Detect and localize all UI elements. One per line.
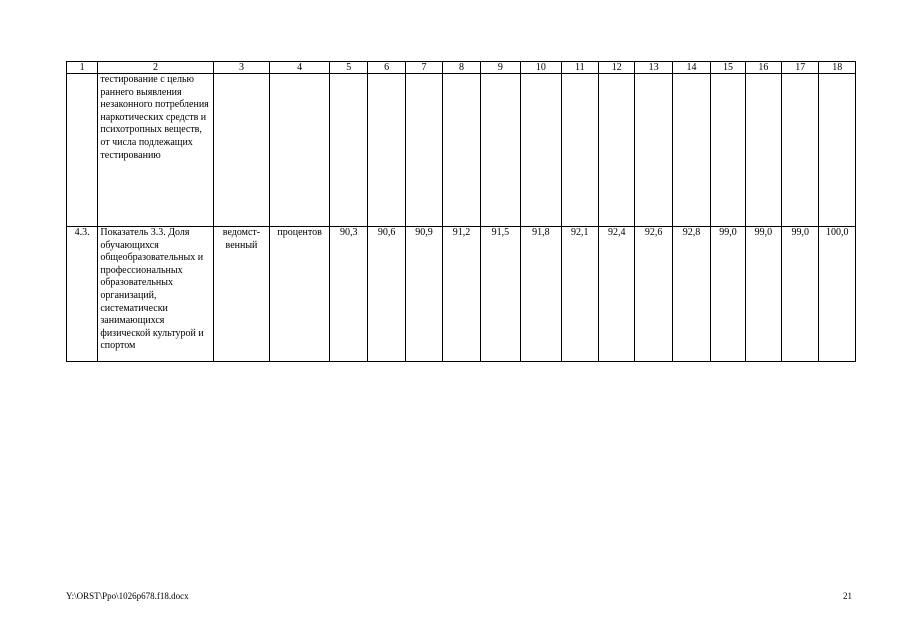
value-cell: 99,0 — [782, 227, 819, 362]
value-cell: 100,0 — [819, 227, 856, 362]
col-header: 15 — [711, 62, 745, 74]
value-cell — [480, 74, 520, 227]
source-cell — [213, 74, 270, 227]
col-header: 18 — [819, 62, 856, 74]
indicator-name: Показатель 3.3. Доля обучающихся общеобразовательных и профессиональных образовательных организаций, систематически занимающихся физической культурой и спортом — [98, 227, 213, 362]
col-header: 14 — [672, 62, 710, 74]
value-cell: 92,6 — [635, 227, 672, 362]
value-cell: 99,0 — [745, 227, 781, 362]
value-cell — [561, 74, 598, 227]
header-row — [67, 62, 856, 74]
col-header: 16 — [745, 62, 781, 74]
col-header: 9 — [480, 62, 520, 74]
source-cell: ведомст- венный — [213, 227, 270, 362]
value-cell — [521, 74, 561, 227]
col-header: 11 — [561, 62, 598, 74]
col-header: 10 — [521, 62, 561, 74]
value-cell — [819, 74, 856, 227]
value-cell: 92,8 — [672, 227, 710, 362]
table-row — [67, 74, 856, 227]
value-cell — [745, 74, 781, 227]
col-header: 8 — [443, 62, 480, 74]
value-cell: 91,8 — [521, 227, 561, 362]
unit-cell — [270, 74, 330, 227]
col-header: 7 — [405, 62, 442, 74]
value-cell: 92,4 — [599, 227, 635, 362]
value-cell: 91,2 — [443, 227, 480, 362]
value-cell: 99,0 — [711, 227, 745, 362]
page-number: 21 — [843, 591, 852, 601]
col-header: 2 — [98, 62, 213, 74]
data-table — [66, 61, 856, 362]
indicator-name: тестирование с целью раннего выявления незаконного потребления наркотических средств и психотропных веществ, от числа подлежащих тестированию — [98, 74, 213, 227]
value-cell: 92,1 — [561, 227, 598, 362]
value-cell — [368, 74, 405, 227]
value-cell — [443, 74, 480, 227]
col-header: 17 — [782, 62, 819, 74]
value-cell — [635, 74, 672, 227]
col-header: 5 — [329, 62, 367, 74]
col-header: 3 — [213, 62, 270, 74]
value-cell — [782, 74, 819, 227]
value-cell — [405, 74, 442, 227]
table-row — [67, 227, 856, 362]
col-header: 6 — [368, 62, 405, 74]
footer-file-path: Y:\ORST\Ppo\1026p678.f18.docx — [66, 591, 189, 601]
col-header: 12 — [599, 62, 635, 74]
unit-cell: процентов — [270, 227, 330, 362]
row-number: 4.3. — [67, 227, 98, 362]
value-cell: 90,6 — [368, 227, 405, 362]
value-cell — [599, 74, 635, 227]
value-cell — [672, 74, 710, 227]
col-header: 4 — [270, 62, 330, 74]
value-cell — [329, 74, 367, 227]
value-cell: 91,5 — [480, 227, 520, 362]
col-header: 1 — [67, 62, 98, 74]
value-cell: 90,9 — [405, 227, 442, 362]
value-cell — [711, 74, 745, 227]
row-number — [67, 74, 98, 227]
col-header: 13 — [635, 62, 672, 74]
value-cell: 90,3 — [329, 227, 367, 362]
